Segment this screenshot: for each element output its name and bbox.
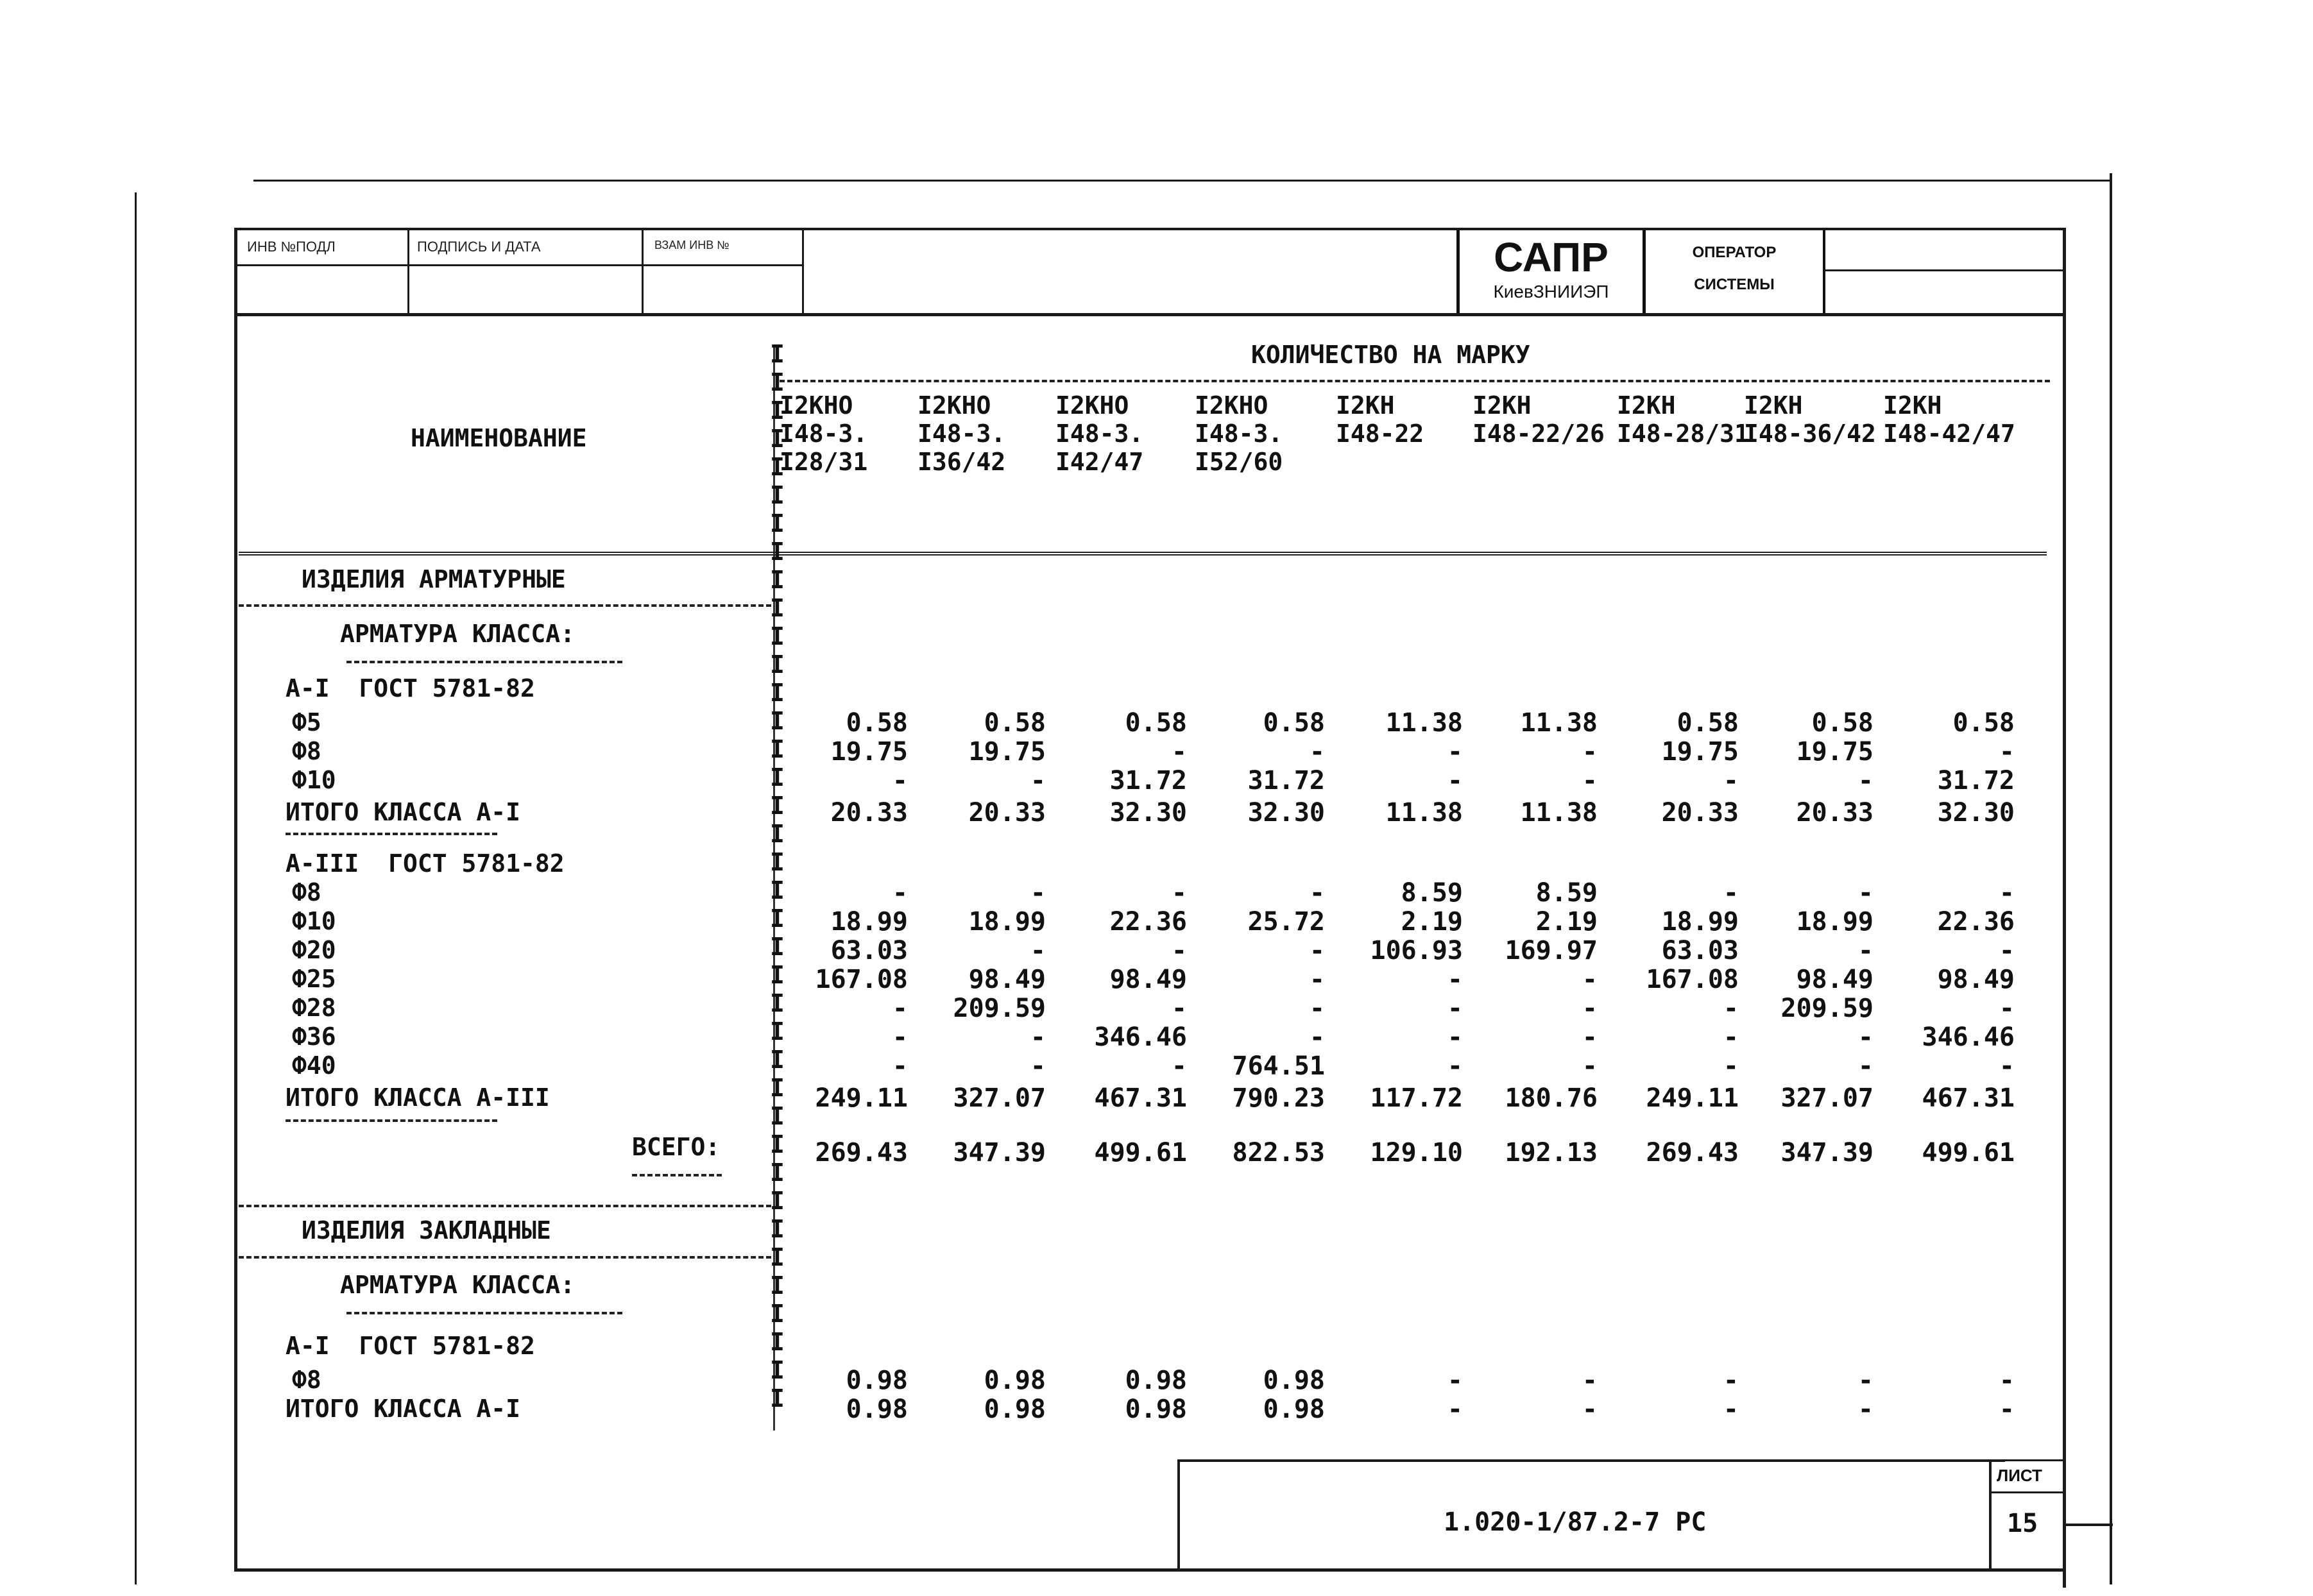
value-cell: - — [1447, 965, 1463, 994]
stamp-divider-h — [237, 264, 802, 266]
value-cell: - — [1582, 1366, 1598, 1395]
col-head-5: I2КН I48-22 — [1336, 391, 1424, 448]
col-head-2: I2КНО I48-3. I36/42 — [918, 391, 1006, 476]
value-cell: 22.36 — [1109, 907, 1187, 937]
value-cell: 11.38 — [1520, 708, 1598, 738]
value-cell: - — [1582, 994, 1598, 1023]
value-cell: 20.33 — [830, 798, 908, 828]
value-cell: 269.43 — [1646, 1138, 1739, 1167]
column-marker: I — [770, 1215, 785, 1243]
row-label: ИТОГО КЛАССА А-III — [286, 1083, 550, 1112]
sep-s1-class — [346, 661, 622, 663]
column-marker: I — [770, 1017, 785, 1046]
value-cell: 249.11 — [1646, 1083, 1739, 1113]
value-cell: - — [1447, 1395, 1463, 1424]
col-head-9: I2КН I48-42/47 — [1883, 391, 2015, 448]
value-cell: - — [1857, 766, 1873, 795]
column-marker: I — [770, 1159, 785, 1187]
frame-bottom — [234, 1568, 2066, 1572]
value-cell: 25.72 — [1247, 907, 1325, 937]
sheet-label: ЛИСТ — [1997, 1466, 2042, 1485]
column-marker: I — [770, 1074, 785, 1102]
row-label: Ф8 — [292, 1366, 321, 1394]
value-cell: - — [1447, 1366, 1463, 1395]
value-cell: 19.75 — [830, 737, 908, 767]
footer-right-tick — [2065, 1524, 2113, 1526]
value-cell: 327.07 — [953, 1083, 1046, 1113]
sapr-logo: САПР — [1494, 234, 1609, 280]
sep-itogo-a3 — [286, 1119, 497, 1122]
value-cell: - — [1447, 1051, 1463, 1081]
row-label: Ф8 — [292, 878, 321, 906]
value-cell: 32.30 — [1247, 798, 1325, 828]
value-cell: 129.10 — [1370, 1138, 1463, 1167]
value-cell: 19.75 — [968, 737, 1046, 767]
column-marker: I — [770, 396, 785, 425]
quantity-header: КОЛИЧЕСТВО НА МАРКУ — [1251, 341, 1530, 369]
value-cell: 31.72 — [1937, 766, 2015, 795]
value-cell: 18.99 — [1796, 907, 1873, 937]
col-head-4: I2КНО I48-3. I52/60 — [1195, 391, 1283, 476]
col-head-8: I2КН I48-36/42 — [1744, 391, 1876, 448]
value-cell: - — [1999, 994, 2015, 1023]
value-cell: - — [1030, 1023, 1046, 1052]
value-cell: 0.58 — [1125, 708, 1187, 738]
value-cell: 8.59 — [1535, 878, 1598, 908]
value-cell: 11.38 — [1520, 798, 1598, 828]
value-cell: 20.33 — [1796, 798, 1873, 828]
footer-sheet-left — [1989, 1459, 1992, 1570]
value-cell: 0.98 — [1263, 1366, 1325, 1395]
value-cell: - — [1030, 936, 1046, 965]
value-cell: - — [1030, 1051, 1046, 1081]
column-marker: I — [770, 1300, 785, 1328]
value-cell: 192.13 — [1505, 1138, 1598, 1167]
footer-box-top — [1177, 1459, 2005, 1462]
col-head-1: I2КНО I48-3. I28/31 — [780, 391, 868, 476]
value-cell: - — [1723, 878, 1739, 908]
sep-itogo-a1 — [286, 833, 497, 835]
value-cell: - — [1171, 878, 1187, 908]
frame-right — [2063, 228, 2066, 1588]
value-cell: - — [1723, 994, 1739, 1023]
footer-sheet-top — [1989, 1459, 2065, 1461]
value-cell: 327.07 — [1780, 1083, 1873, 1113]
value-cell: 249.11 — [815, 1083, 908, 1113]
value-cell: - — [1723, 1366, 1739, 1395]
value-cell: - — [1030, 766, 1046, 795]
value-cell: - — [1171, 737, 1187, 767]
value-cell: 0.98 — [984, 1395, 1046, 1424]
value-cell: - — [1723, 766, 1739, 795]
value-cell: - — [1582, 766, 1598, 795]
column-marker: I — [770, 594, 785, 622]
value-cell: - — [1723, 1395, 1739, 1424]
row-label: Ф40 — [292, 1051, 336, 1080]
value-cell: 8.59 — [1401, 878, 1463, 908]
section-2-class: АРМАТУРА КЛАССА: — [340, 1271, 576, 1299]
row-label: Ф36 — [292, 1023, 336, 1051]
total-label: ВСЕГО: — [632, 1133, 721, 1161]
value-cell: - — [1999, 936, 2015, 965]
column-marker: I — [770, 622, 785, 650]
frame-left-margin — [135, 192, 137, 1584]
value-cell: - — [1309, 1023, 1325, 1052]
value-cell: 764.51 — [1232, 1051, 1325, 1081]
value-cell: 0.58 — [1263, 708, 1325, 738]
sep-s2 — [239, 1256, 771, 1259]
frame-top-outer — [253, 180, 2111, 182]
value-cell: - — [1999, 1366, 2015, 1395]
value-cell: 98.49 — [968, 965, 1046, 994]
value-cell: - — [1857, 936, 1873, 965]
sapr-subtitle: КиевЗНИИЭП — [1493, 282, 1609, 301]
column-marker: I — [770, 679, 785, 707]
value-cell: 167.08 — [1646, 965, 1739, 994]
value-cell: 0.98 — [1125, 1366, 1187, 1395]
value-cell: 0.58 — [984, 708, 1046, 738]
value-cell: - — [1582, 1395, 1598, 1424]
value-cell: 169.97 — [1505, 936, 1598, 965]
value-cell: 0.98 — [1263, 1395, 1325, 1424]
footer-box-left — [1177, 1459, 1180, 1570]
column-marker: I — [770, 735, 785, 763]
frame-left — [234, 228, 237, 1572]
header-dash-line — [780, 380, 2050, 382]
column-marker: I — [770, 566, 785, 594]
value-cell: 2.19 — [1401, 907, 1463, 937]
row-label: ИТОГО КЛАССА А-I — [286, 798, 521, 826]
value-cell: - — [1857, 1366, 1873, 1395]
value-cell: 0.58 — [846, 708, 908, 738]
row-label: Ф5 — [292, 708, 321, 736]
column-marker: I — [770, 425, 785, 453]
document-code: 1.020-1/87.2-7 РС — [1444, 1507, 1707, 1537]
value-cell: 346.46 — [1922, 1023, 2015, 1052]
sep-s2-top — [239, 1205, 771, 1207]
column-marker: I — [770, 820, 785, 848]
value-cell: 31.72 — [1247, 766, 1325, 795]
value-cell: - — [1999, 1395, 2015, 1424]
value-cell: - — [1447, 766, 1463, 795]
value-cell: 19.75 — [1661, 737, 1739, 767]
row-label: Ф25 — [292, 965, 336, 993]
value-cell: - — [1309, 936, 1325, 965]
a1-gost: А-I ГОСТ 5781-82 — [286, 674, 535, 702]
sep-total — [632, 1174, 722, 1176]
value-cell: 0.58 — [1811, 708, 1873, 738]
value-cell: - — [1857, 1395, 1873, 1424]
col-head-7: I2КН I48-28/31 — [1617, 391, 1749, 448]
value-cell: 346.46 — [1094, 1023, 1187, 1052]
value-cell: 22.36 — [1937, 907, 2015, 937]
value-cell: 499.61 — [1094, 1138, 1187, 1167]
operator-box — [1646, 230, 1825, 313]
stamp-divider-1 — [407, 230, 409, 314]
value-cell: 20.33 — [968, 798, 1046, 828]
value-cell: - — [1309, 878, 1325, 908]
sapr-logo-box — [1456, 230, 1646, 313]
value-cell: 180.76 — [1505, 1083, 1598, 1113]
value-cell: - — [1447, 994, 1463, 1023]
column-marker: I — [770, 1328, 785, 1356]
value-cell: - — [1582, 965, 1598, 994]
value-cell: 0.98 — [846, 1395, 908, 1424]
sep-s2-class — [346, 1312, 622, 1314]
value-cell: - — [1582, 737, 1598, 767]
column-marker: I — [770, 904, 785, 933]
row-label: Ф10 — [292, 766, 336, 794]
column-marker: I — [770, 1243, 785, 1271]
column-marker: I — [770, 1187, 785, 1215]
value-cell: 18.99 — [830, 907, 908, 937]
value-cell: - — [1309, 965, 1325, 994]
value-cell: 117.72 — [1370, 1083, 1463, 1113]
value-cell: - — [1447, 737, 1463, 767]
frame-inner-top — [237, 313, 2066, 316]
sheet-number: 15 — [2007, 1509, 2038, 1538]
value-cell: 18.99 — [1661, 907, 1739, 937]
stamp-divider-3 — [802, 230, 804, 314]
value-cell: - — [1857, 1023, 1873, 1052]
value-cell: - — [892, 766, 908, 795]
value-cell: 32.30 — [1937, 798, 2015, 828]
value-cell: - — [892, 994, 908, 1023]
value-cell: - — [1723, 1051, 1739, 1081]
column-marker: I — [770, 1271, 785, 1300]
value-cell: 63.03 — [830, 936, 908, 965]
value-cell: 18.99 — [968, 907, 1046, 937]
value-cell: - — [1171, 994, 1187, 1023]
column-marker: I — [770, 538, 785, 566]
column-marker: I — [770, 792, 785, 820]
column-marker: I — [770, 1130, 785, 1159]
column-marker: I — [770, 989, 785, 1017]
value-cell: 467.31 — [1094, 1083, 1187, 1113]
column-marker: I — [770, 1356, 785, 1384]
header-bottom-line — [239, 552, 2047, 556]
value-cell: - — [1999, 878, 2015, 908]
operator-divider — [1825, 269, 2064, 271]
row-label: Ф8 — [292, 737, 321, 765]
column-marker: I — [770, 1384, 785, 1413]
value-cell: - — [1309, 737, 1325, 767]
column-marker: I — [770, 368, 785, 396]
column-marker: I — [770, 1046, 785, 1074]
column-marker: I — [770, 961, 785, 989]
value-cell: - — [1309, 994, 1325, 1023]
value-cell: - — [1999, 1051, 2015, 1081]
col-head-6: I2КН I48-22/26 — [1472, 391, 1605, 448]
value-cell: 209.59 — [953, 994, 1046, 1023]
value-cell: 98.49 — [1109, 965, 1187, 994]
value-cell: 347.39 — [953, 1138, 1046, 1167]
section-1-title: ИЗДЕЛИЯ АРМАТУРНЫЕ — [302, 565, 566, 593]
value-cell: - — [1723, 1023, 1739, 1052]
value-cell: 499.61 — [1922, 1138, 2015, 1167]
system-label: СИСТЕМЫ — [1694, 276, 1775, 293]
value-cell: 790.23 — [1232, 1083, 1325, 1113]
value-cell: - — [892, 1023, 908, 1052]
value-cell: - — [1582, 1051, 1598, 1081]
value-cell: 0.58 — [1952, 708, 2015, 738]
column-marker: I — [770, 650, 785, 679]
value-cell: 0.98 — [1125, 1395, 1187, 1424]
value-cell: 11.38 — [1385, 798, 1463, 828]
frame-right-outer — [2110, 173, 2112, 1584]
value-cell: 32.30 — [1109, 798, 1187, 828]
value-cell: - — [1857, 1051, 1873, 1081]
value-cell: 347.39 — [1780, 1138, 1873, 1167]
row-label: ИТОГО КЛАССА А-I — [286, 1395, 521, 1423]
value-cell: 98.49 — [1937, 965, 2015, 994]
column-marker: I — [770, 509, 785, 538]
a3-gost: А-III ГОСТ 5781-82 — [286, 849, 565, 878]
value-cell: 822.53 — [1232, 1138, 1325, 1167]
value-cell: 20.33 — [1661, 798, 1739, 828]
name-header: НАИМЕНОВАНИЕ — [411, 424, 587, 452]
section-1-class: АРМАТУРА КЛАССА: — [340, 620, 576, 648]
value-cell: - — [1999, 737, 2015, 767]
value-cell: - — [1030, 878, 1046, 908]
column-marker: I — [770, 1102, 785, 1130]
value-cell: - — [1447, 1023, 1463, 1052]
value-cell: 0.58 — [1677, 708, 1739, 738]
column-marker: I — [770, 481, 785, 509]
value-cell: 98.49 — [1796, 965, 1873, 994]
inv-label: ИНВ №ПОДЛ — [247, 239, 336, 255]
value-cell: - — [892, 878, 908, 908]
value-cell: 11.38 — [1385, 708, 1463, 738]
sign-date-label: ПОДПИСЬ И ДАТА — [417, 239, 541, 255]
value-cell: - — [1171, 936, 1187, 965]
value-cell: 31.72 — [1109, 766, 1187, 795]
row-label: Ф10 — [292, 907, 336, 935]
value-cell: - — [1582, 1023, 1598, 1052]
column-marker: I — [770, 933, 785, 961]
stamp-divider-2 — [642, 230, 644, 314]
column-marker: I — [770, 763, 785, 792]
column-marker: I — [770, 876, 785, 904]
operator-label: ОПЕРАТОР — [1692, 244, 1777, 261]
row-label: Ф20 — [292, 936, 336, 964]
value-cell: 2.19 — [1535, 907, 1598, 937]
col-head-3: I2КНО I48-3. I42/47 — [1055, 391, 1144, 476]
value-cell: 269.43 — [815, 1138, 908, 1167]
value-cell: 0.98 — [984, 1366, 1046, 1395]
section-2-title: ИЗДЕЛИЯ ЗАКЛАДНЫЕ — [302, 1216, 551, 1244]
s2-gost: А-I ГОСТ 5781-82 — [286, 1332, 535, 1360]
column-marker: I — [770, 340, 785, 368]
value-cell: - — [892, 1051, 908, 1081]
value-cell: 467.31 — [1922, 1083, 2015, 1113]
footer-sheet-divider — [1989, 1491, 2065, 1493]
row-label: Ф28 — [292, 994, 336, 1022]
column-marker: I — [770, 848, 785, 876]
column-marker: I — [770, 707, 785, 735]
sep-s1 — [239, 604, 771, 607]
value-cell: 63.03 — [1661, 936, 1739, 965]
vzam-label: ВЗАМ ИНВ № — [654, 239, 730, 251]
value-cell: - — [1171, 1051, 1187, 1081]
value-cell: 209.59 — [1780, 994, 1873, 1023]
value-cell: 0.98 — [846, 1366, 908, 1395]
value-cell: 106.93 — [1370, 936, 1463, 965]
column-marker: I — [770, 453, 785, 481]
value-cell: 19.75 — [1796, 737, 1873, 767]
value-cell: - — [1857, 878, 1873, 908]
value-cell: 167.08 — [815, 965, 908, 994]
